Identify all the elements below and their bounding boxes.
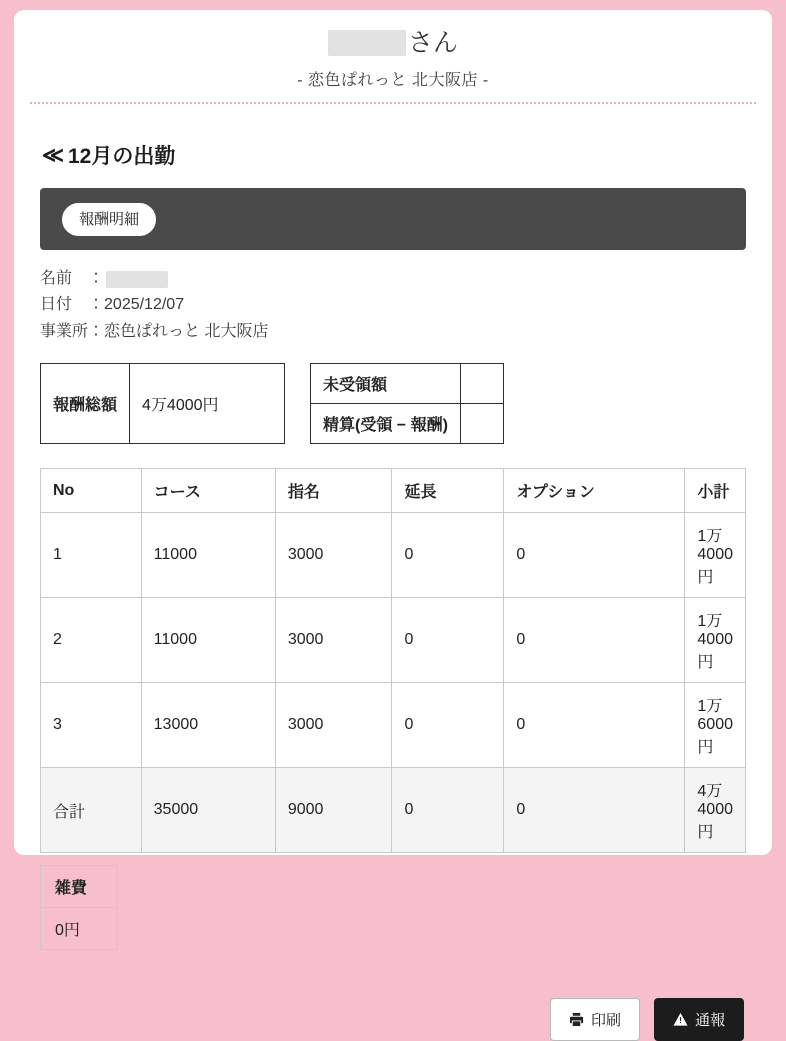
name-suffix: さん: [407, 29, 458, 57]
unreceived-label: 未受領額: [311, 364, 461, 404]
page-title-text: 12月の出勤: [67, 145, 176, 168]
info-label-office: 事業所：: [40, 322, 105, 340]
print-button[interactable]: [550, 998, 640, 1041]
misc-expense-table: [40, 865, 118, 950]
info-value-office: 恋色ぱれっと 北大阪店: [104, 322, 269, 340]
table-row: [41, 683, 746, 768]
cell-extension: 0: [392, 513, 504, 598]
page-title[interactable]: [42, 140, 746, 170]
cell-no: 2: [41, 598, 142, 683]
report-button-label: 通報: [694, 1012, 725, 1030]
table-row: [311, 404, 504, 444]
redacted-name-value: [106, 271, 168, 288]
total-reward-label: 報酬総額: [41, 364, 130, 444]
table-row: [41, 598, 746, 683]
cell-course: 13000: [141, 683, 275, 768]
table-row: [41, 364, 285, 444]
cell-subtotal: 1万6000円: [685, 683, 746, 768]
col-header-extension: 延長: [392, 469, 504, 513]
table-row: [41, 908, 118, 950]
report-button[interactable]: [654, 998, 744, 1041]
settlement-value: [460, 404, 503, 444]
cell-subtotal: 1万4000円: [685, 598, 746, 683]
info-label-date: 日付 ：: [40, 296, 105, 314]
cell-extension: 0: [392, 683, 504, 768]
info-label-name: 名前 ：: [40, 270, 105, 287]
cell-nomination: 3000: [275, 683, 392, 768]
total-cell-course: 35000: [141, 768, 275, 853]
cell-no: 1: [41, 513, 142, 598]
cell-option: 0: [504, 513, 685, 598]
info-value-date: 2025/12/07: [104, 296, 185, 314]
col-header-option: オプション: [504, 469, 685, 513]
footer-buttons: [40, 998, 746, 1041]
page-header: [14, 10, 772, 114]
cell-no: 3: [41, 683, 142, 768]
cell-nomination: 3000: [275, 598, 392, 683]
col-header-course: コース: [141, 469, 275, 513]
table-row: [311, 364, 504, 404]
cell-option: 0: [504, 683, 685, 768]
table-header-row: [41, 866, 118, 908]
total-cell-subtotal: 4万4000円: [685, 768, 746, 853]
info-row-name: [40, 266, 746, 292]
summary-tables: [40, 363, 746, 444]
total-cell-extension: 0: [392, 768, 504, 853]
cell-course: 11000: [141, 598, 275, 683]
tab-bar: [40, 188, 746, 250]
info-row-date: [40, 292, 746, 318]
settlement-table: [310, 363, 504, 444]
cell-nomination: 3000: [275, 513, 392, 598]
cell-extension: 0: [392, 598, 504, 683]
unreceived-value: [460, 364, 503, 404]
table-row: [41, 513, 746, 598]
detail-table: [40, 468, 746, 853]
misc-expense-label: 雑費: [41, 866, 118, 908]
col-header-nomination: 指名: [275, 469, 392, 513]
warning-icon: [673, 1012, 688, 1027]
total-reward-table: [40, 363, 285, 444]
print-button-label: 印刷: [590, 1012, 621, 1030]
total-reward-value: 4万4000円: [130, 364, 285, 444]
col-header-subtotal: 小計: [685, 469, 746, 513]
cell-option: 0: [504, 598, 685, 683]
col-header-no: No: [41, 469, 142, 513]
tab-reward-detail[interactable]: 報酬明細: [62, 203, 156, 236]
report-card: [14, 10, 772, 1030]
info-block: [40, 266, 746, 345]
misc-expense-value: 0円: [41, 908, 118, 950]
back-chevron-icon[interactable]: ≪: [42, 143, 61, 167]
cell-subtotal: 1万4000円: [685, 513, 746, 598]
table-total-row: [41, 768, 746, 853]
redacted-name-block: [328, 30, 406, 56]
header-user-name: [14, 28, 772, 58]
cell-course: 11000: [141, 513, 275, 598]
table-header-row: [41, 469, 746, 513]
total-cell-nomination: 9000: [275, 768, 392, 853]
header-shop-name: - 恋色ぱれっと 北大阪店 -: [297, 72, 489, 89]
settlement-label: 精算(受領 − 報酬): [311, 404, 461, 444]
printer-icon: [569, 1012, 584, 1027]
total-cell-label: 合計: [41, 768, 142, 853]
total-cell-option: 0: [504, 768, 685, 853]
info-row-office: [40, 319, 746, 345]
main-content: [14, 114, 772, 1041]
dotted-divider: [30, 102, 756, 104]
